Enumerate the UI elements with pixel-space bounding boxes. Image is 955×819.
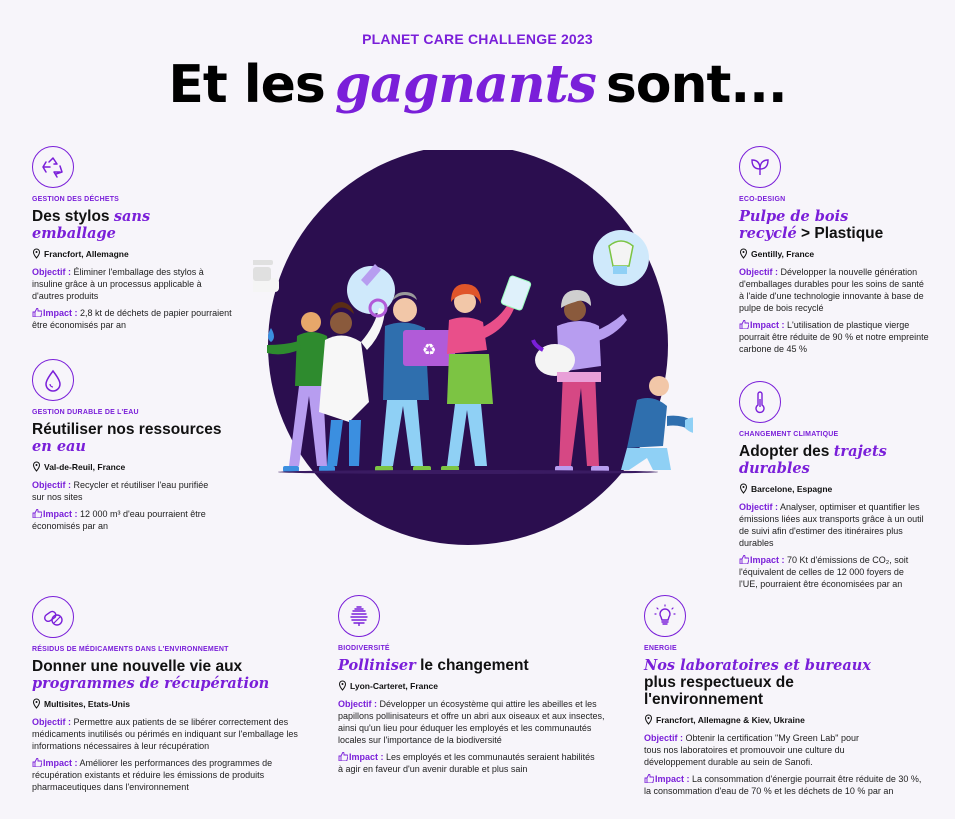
impact-label: Impact :: [349, 752, 384, 762]
kicker: PLANET CARE CHALLENGE 2023: [362, 31, 593, 47]
page-title: [0, 54, 955, 115]
card-dechets: [32, 146, 232, 331]
title-highlight: programmes de récupération: [32, 675, 270, 692]
objectif-text: Recycler et réutiliser l'eau purifiée sur nos sites: [32, 480, 209, 502]
thumbs-up-icon: [739, 555, 749, 564]
objectif-text: Développer un écosystème qui attire les abeilles et les papillons pollinisateurs et offre un abri aux oiseaux et aux insectes, ainsi qu'un lieu pour éduquer les employés et les communautés locales sur l'importance de la biodiversité: [338, 699, 605, 745]
title-highlight: gagnants: [334, 54, 596, 115]
objectif: [739, 266, 929, 314]
card-eau: [32, 359, 232, 532]
location: [32, 698, 317, 709]
objectif-text: Éliminer l'emballage des stylos à insuline grâce à un processus applicable à d'autres produits: [32, 267, 204, 301]
objectif-label: Objectif :: [739, 502, 779, 512]
impact: [338, 751, 600, 775]
category-label: BIODIVERSITÉ: [338, 645, 390, 652]
objectif: [338, 698, 608, 746]
card-title: [32, 208, 172, 242]
title-pre: Et les: [168, 55, 325, 115]
objectif: [32, 479, 212, 503]
card-title: [338, 657, 613, 674]
location-pin-icon: [32, 248, 41, 259]
title-pre: Donner une nouvelle vie aux: [32, 658, 243, 675]
location-text: Multisites, Etats-Unis: [44, 698, 130, 709]
impact: [32, 508, 217, 532]
location: [32, 248, 232, 259]
location-pin-icon: [338, 680, 347, 691]
title-highlight: Nos laboratoires et bureaux: [644, 657, 871, 674]
impact-label: Impact :: [43, 509, 78, 519]
leaves-icon: [739, 146, 781, 188]
category-label: CHANGEMENT CLIMATIQUE: [739, 431, 839, 438]
card-ecodesign: [739, 146, 929, 355]
location: [739, 248, 929, 259]
impact: [32, 757, 314, 793]
location-text: Francfort, Allemagne & Kiev, Ukraine: [656, 714, 805, 725]
objectif-text: Obtenir la certification "My Green Lab" pour tous nos laboratoires et promouvoir une culture du développement durable au sein de Sanofi.: [644, 733, 859, 767]
location: [32, 461, 232, 472]
objectif: [32, 266, 232, 302]
location-pin-icon: [32, 461, 41, 472]
thumbs-up-icon: [338, 752, 348, 761]
impact: [739, 319, 929, 355]
objectif-label: Objectif :: [32, 267, 72, 277]
title-highlight: Polliniser: [338, 657, 416, 674]
title-post: plus respectueux de l'environnement: [644, 674, 794, 708]
thumbs-up-icon: [32, 308, 42, 317]
card-title: [644, 657, 904, 708]
objectif-label: Objectif :: [338, 699, 378, 709]
title-highlight: en eau: [32, 438, 86, 455]
title-highlight: Pulpe de bois recyclé: [739, 208, 849, 242]
objectif: [32, 716, 314, 752]
winners-illustration: [253, 150, 693, 550]
impact-text: 12 000 m³ d'eau pourraient être économisés par an: [32, 509, 206, 531]
card-climat: [739, 381, 929, 590]
impact-text: Améliorer les performances des programmes de récupération existants et réduire les émissions de produits pharmaceutiques dans l'environnement: [32, 758, 273, 792]
water-drop-icon: [32, 359, 74, 401]
location: [338, 680, 613, 691]
impact-label: Impact :: [43, 308, 78, 318]
objectif-text: Développer la nouvelle génération d'emballages durables pour les soins de santé à l'aide d'une technologie innovante à base de pulpe de bois recyclé: [739, 267, 924, 313]
pills-icon: [32, 596, 74, 638]
impact-text: 2,8 kt de déchets de papier pourraient être économisés par an: [32, 308, 232, 330]
thumbs-up-icon: [739, 320, 749, 329]
objectif-text: Permettre aux patients de se libérer correctement des médicaments inutilisés ou périmés en indiquant sur l'emballage les informations nécessaires à leur récupération: [32, 717, 298, 751]
category-label: ECO-DESIGN: [739, 196, 786, 203]
objectif-label: Objectif :: [739, 267, 779, 277]
impact-text: La consommation d'énergie pourrait être réduite de 30 %, la consommation d'eau de 70 % et les déchets de 10 % par an: [644, 774, 922, 796]
card-title: [32, 658, 282, 692]
impact-label: Impact :: [750, 555, 785, 565]
impact: [644, 773, 924, 797]
lightbulb-icon: [644, 595, 686, 637]
objectif-text: Analyser, optimiser et quantifier les émissions liées aux transports grâce à un outil de suivi afin d'estimer des itinéraires plus durables: [739, 502, 924, 548]
title-post: le changement: [415, 657, 529, 674]
category-label: ENERGIE: [644, 645, 677, 652]
location-pin-icon: [739, 483, 748, 494]
title-pre: Des stylos: [32, 208, 114, 225]
location-text: Val-de-Reuil, France: [44, 461, 126, 472]
title-post: > Plastique: [796, 225, 884, 242]
category-label: RÉSIDUS DE MÉDICAMENTS DANS L'ENVIRONNEMENT: [32, 646, 229, 653]
svg-text:♻: ♻: [421, 340, 437, 359]
objectif-label: Objectif :: [32, 480, 72, 490]
card-medicaments: [32, 596, 317, 793]
location-text: Lyon-Carteret, France: [350, 680, 439, 691]
beehive-icon: [338, 595, 380, 637]
impact-text: L'utilisation de plastique vierge pourrait être réduite de 90 % et notre empreinte carbone de 45 %: [739, 320, 929, 354]
objectif: [644, 732, 874, 768]
title-highlight: sans emballage: [32, 208, 151, 242]
location-pin-icon: [644, 714, 653, 725]
impact-label: Impact :: [43, 758, 78, 768]
location-text: Barcelone, Espagne: [751, 483, 833, 494]
card-title: [32, 421, 232, 455]
impact-text: 70 Kt d'émissions de CO₂, soit l'équivalent de celles de 12 000 foyers de l'UE, pourraient être économisées par an: [739, 555, 909, 589]
card-title: [739, 208, 889, 242]
impact-label: Impact :: [750, 320, 785, 330]
category-label: GESTION DURABLE DE L'EAU: [32, 409, 139, 416]
location-pin-icon: [32, 698, 41, 709]
title-pre: Adopter des: [739, 443, 834, 460]
title-highlight: trajets durables: [739, 443, 887, 477]
recycle-icon: [32, 146, 74, 188]
objectif-label: Objectif :: [32, 717, 72, 727]
title-pre: Réutiliser nos ressources: [32, 421, 222, 438]
objectif-label: Objectif :: [644, 733, 684, 743]
location-pin-icon: [739, 248, 748, 259]
category-label: GESTION DES DÉCHETS: [32, 196, 120, 203]
thumbs-up-icon: [644, 774, 654, 783]
card-title: [739, 443, 929, 477]
card-energie: [644, 595, 929, 797]
objectif: [739, 501, 929, 549]
impact: [32, 307, 232, 331]
location-text: Francfort, Allemagne: [44, 248, 129, 259]
location: [644, 714, 929, 725]
location: [739, 483, 929, 494]
thumbs-up-icon: [32, 758, 42, 767]
title-post: sont...: [605, 55, 787, 115]
impact: [739, 554, 909, 590]
card-biodiversite: [338, 595, 613, 775]
thermometer-icon: [739, 381, 781, 423]
impact-text: Les employés et les communautés seraient habilités à agir en faveur d'un avenir durable et plus sain: [338, 752, 595, 774]
impact-label: Impact :: [655, 774, 690, 784]
location-text: Gentilly, France: [751, 248, 815, 259]
thumbs-up-icon: [32, 509, 42, 518]
